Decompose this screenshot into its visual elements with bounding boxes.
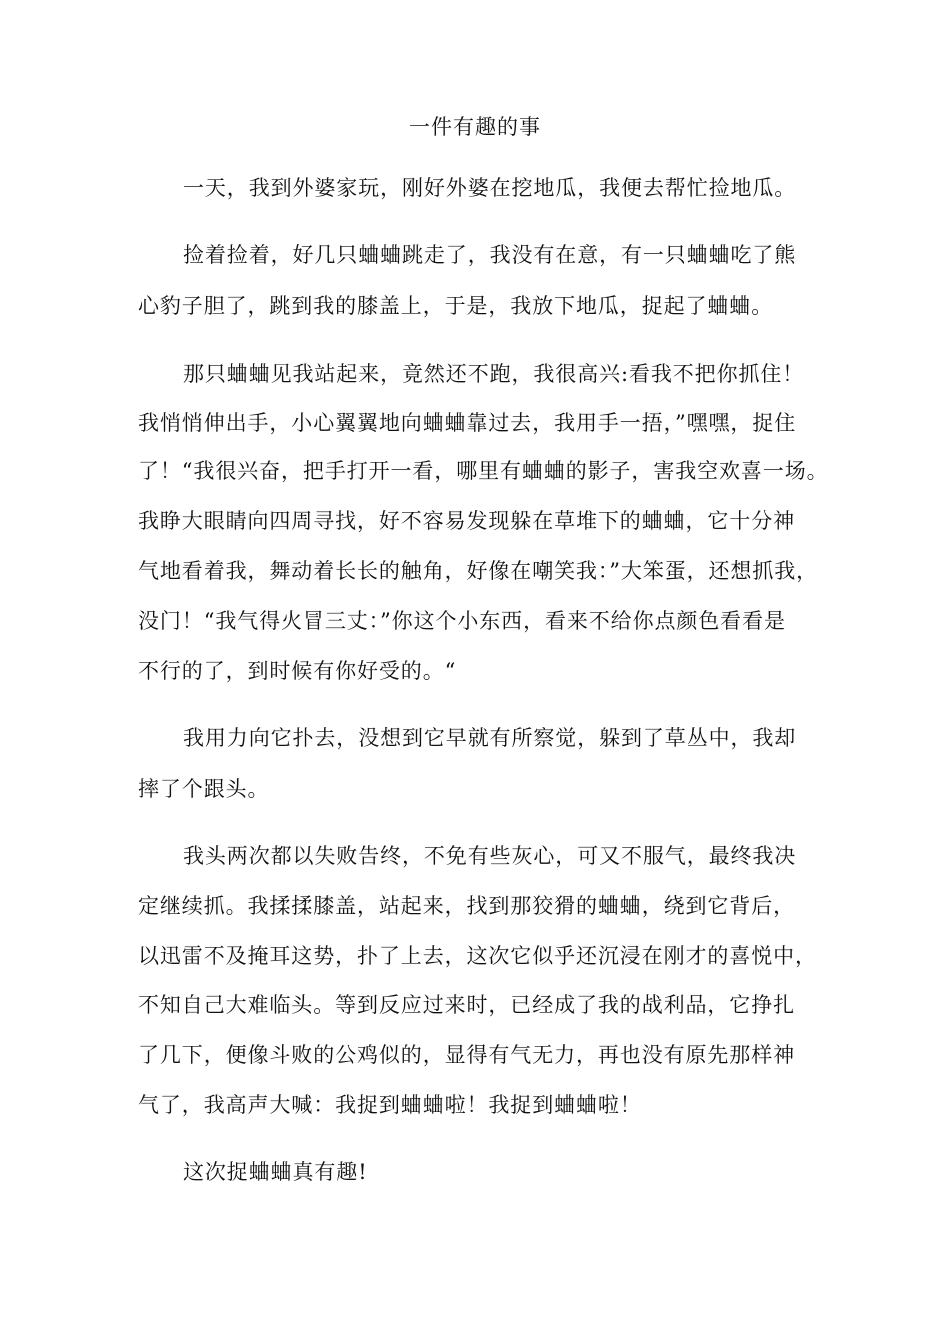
text-line: 不知自己大难临头。等到反应过来时，已经成了我的战利品，它挣扎: [138, 993, 795, 1017]
text-line: 定继续抓。我揉揉膝盖，站起来，找到那狡猾的蛐蛐，绕到它背后，: [138, 894, 795, 918]
document-title: 一件有趣的事: [409, 115, 541, 139]
text-line: 了几下，便像斗败的公鸡似的，显得有气无力，再也没有原先那样神: [138, 1043, 795, 1067]
text-line: 我悄悄伸出手，小心翼翼地向蛐蛐靠过去，我用手一捂，”嘿嘿，捉住: [138, 411, 797, 435]
text-line: 摔了个跟头。: [138, 777, 270, 801]
text-line: 了！“我很兴奋，把手打开一看，哪里有蛐蛐的影子，害我空欢喜一场。: [138, 459, 829, 483]
text-line: 不行的了，到时候有你好受的。“: [138, 659, 457, 683]
text-line: 以迅雷不及掩耳这势，扑了上去，这次它似乎还沉浸在刚才的喜悦中，: [138, 944, 817, 968]
text-line: 没门！“我气得火冒三丈：”你这个小东西，看来不给你点颜色看看是: [138, 609, 786, 633]
text-line: 我睁大眼睛向四周寻找，好不容易发现躲在草堆下的蛐蛐，它十分神: [138, 509, 795, 533]
text-line: 我用力向它扑去，没想到它早就有所察觉，躲到了草丛中，我却: [183, 726, 797, 750]
text-line: 气地看着我，舞动着长长的触角，好像在嘲笑我：”大笨蛋，还想抓我，: [138, 559, 819, 583]
text-line: 这次捉蛐蛐真有趣!: [183, 1160, 368, 1184]
text-line: 捡着捡着，好几只蛐蛐跳走了，我没有在意，有一只蛐蛐吃了熊: [183, 243, 797, 267]
text-line: 心豹子胆了，跳到我的膝盖上，于是，我放下地瓜，捉起了蛐蛐。: [138, 294, 774, 318]
text-line: 气了，我高声大喊：我捉到蛐蛐啦！我捉到蛐蛐啦！: [138, 1093, 642, 1117]
text-line: 我头两次都以失败告终，不免有些灰心，可又不服气，最终我决: [183, 844, 797, 868]
text-line: 那只蛐蛐见我站起来，竟然还不跑，我很高兴:看我不把你抓住！: [183, 362, 805, 386]
text-line: 一天，我到外婆家玩，刚好外婆在挖地瓜，我便去帮忙捡地瓜。: [183, 176, 797, 200]
